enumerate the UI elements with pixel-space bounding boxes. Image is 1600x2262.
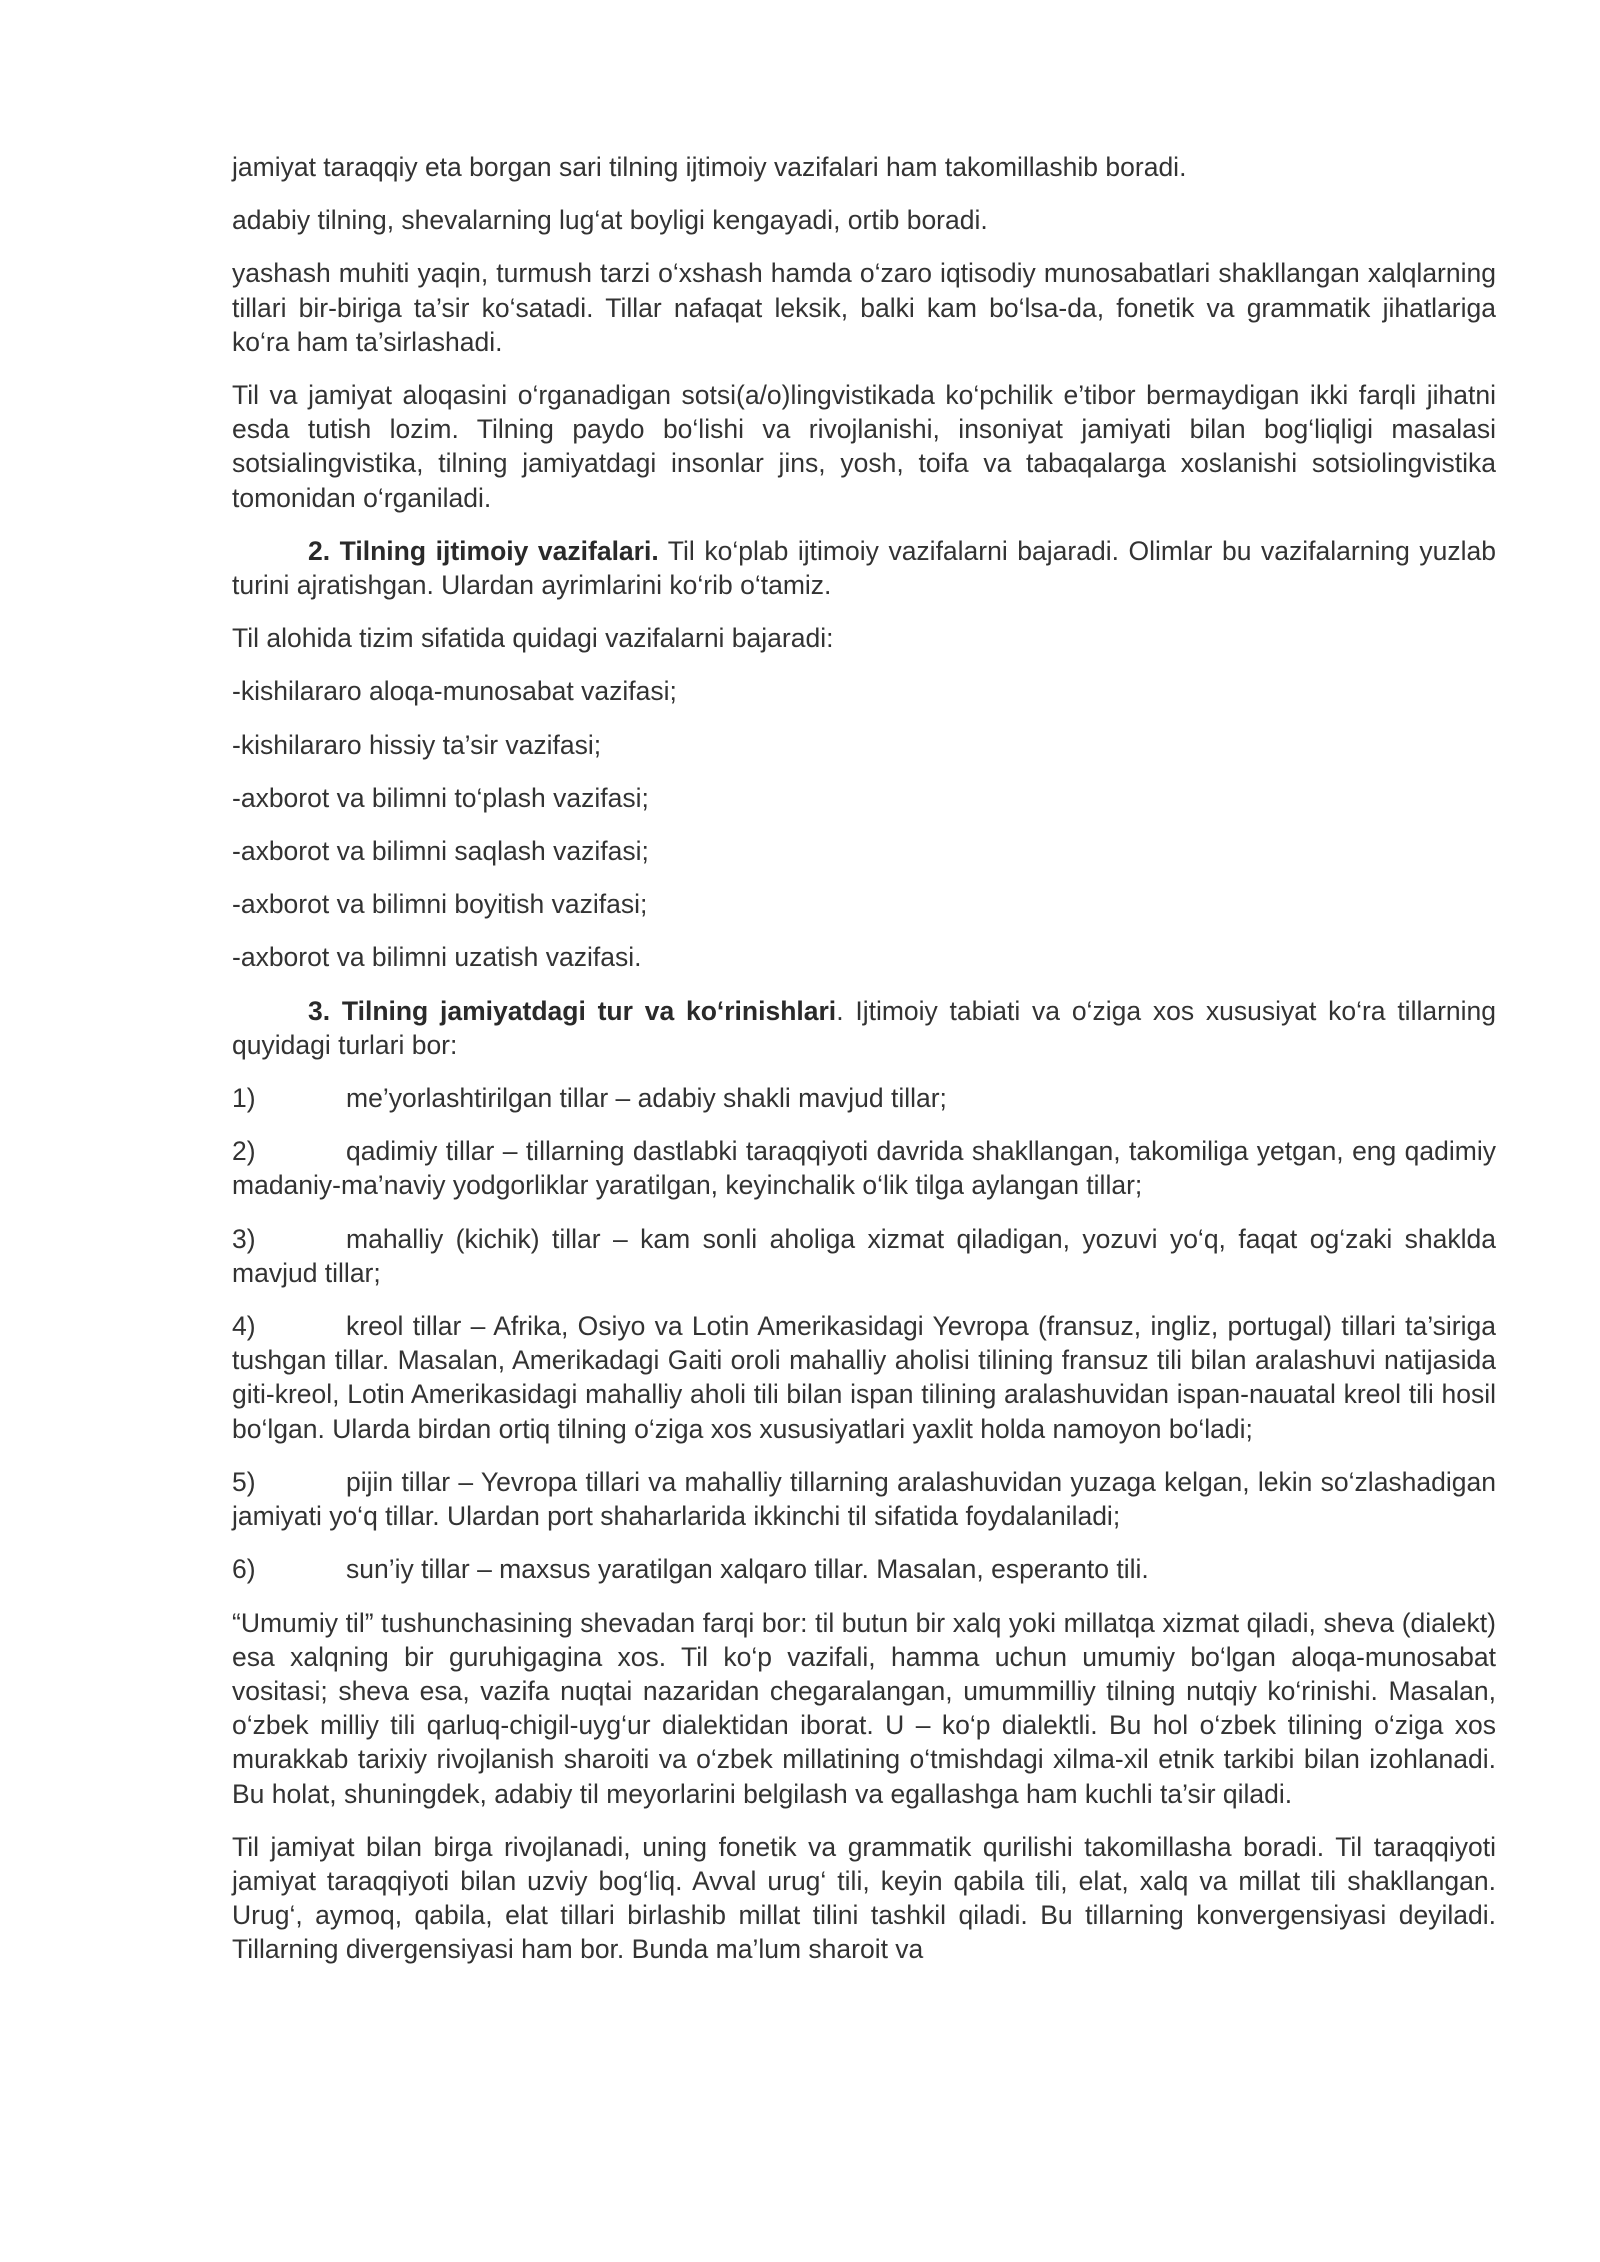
function-item: -axborot va bilimni to‘plash vazifasi; xyxy=(232,782,649,813)
paragraph: yashash muhiti yaqin, turmush tarzi o‘xshash hamda o‘zaro iqtisodiy munosabatlari shakllangan xalqlarning tillari bir-biriga ta’sir ko‘satadi. Tillar nafaqat leksik, balki kam bo‘lsa-da, fonetik va grammatik jihatlariga ko‘ra ham ta’sirlashadi. xyxy=(232,258,1496,357)
type-item: 6) sun’iy tillar – maxsus yaratilgan xalqaro tillar. Masalan, esperanto tili. xyxy=(232,1552,1496,1586)
paragraph: “Umumiy til” tushunchasining shevadan farqi bor: til butun bir xalq yoki millatqa xizmat qiladi, sheva (dialekt) esa xalqning bir guruhigagina xos. Til ko‘p vazifali, hamma uchun umumiy bo‘lgan aloqa-munosabat vositasi; sheva esa, vazifa nuqtai nazaridan chegaralangan, umummilliy tilning nutqiy ko‘rinishi. Masalan, o‘zbek milliy tili qarluq-chigil-uyg‘ur dialektidan iborat. U – ko‘p dialektli. Bu hol o‘zbek tilining o‘ziga xos murakkab tarixiy rivojlanish sharoiti va o‘zbek millatining o‘tmishdagi xilma-xil etnik tarkibi bilan izohlanadi. Bu holat, shuningdek, adabiy til meyorlarini belgilash va egallashga ham kuchli ta’sir qiladi. xyxy=(232,1607,1496,1809)
section-2-paragraph xyxy=(232,534,1496,602)
function-item: -axborot va bilimni boyitish vazifasi; xyxy=(232,889,648,920)
section-2-text: Til ko‘plab ijtimoiy vazifalarni bajaradi. Olimlar bu vazifalarning yuzlab turini ajratishgan. Ulardan ayrimlarini ko‘rib o‘tamiz. xyxy=(232,535,1496,601)
section-3-heading: 3. Tilning jamiyatdagi tur va ko‘rinishlari xyxy=(308,995,837,1026)
type-item: 2) qadimiy tillar – tillarning dastlabki taraqqiyoti davrida shakllangan, takomiliga yetgan, eng qadimiy madaniy-ma’naviy yodgorliklar yaratilgan, keyinchalik o‘lik tilga aylangan tillar; xyxy=(232,1134,1496,1202)
type-text: mahalliy (kichik) tillar – kam sonli aholiga xizmat qiladigan, yozuvi yo‘q, faqat og‘zaki shaklda mavjud tillar; xyxy=(232,1223,1496,1288)
type-item: 4) kreol tillar – Afrika, Osiyo va Lotin Amerikasidagi Yevropa (fransuz, ingliz, portugal) tillari ta’siriga tushgan tillar. Masalan, Amerikadagi Gaiti oroli mahalliy aholisi tilining fransuz tili bilan aralashuvi natijasida giti-kreol, Lotin Amerikasidagi mahalliy aholi tili bilan ispan tilining aralashuvidan ispan-nauatal kreol tili hosil bo‘lgan. Ularda birdan ortiq tilning o‘ziga xos xususiyatlari yaxlit holda namoyon bo‘ladi; xyxy=(232,1309,1496,1446)
functions-intro: Til alohida tizim sifatida quidagi vazifalarni bajaradi: xyxy=(232,623,834,654)
paragraph: Til va jamiyat aloqasini o‘rganadigan sotsi(a/o)lingvistikada ko‘pchilik e’tibor bermaydigan ikki farqli jihatni esda tutish lozim. Tilning paydo bo‘lishi va rivojlanishi, insoniyat jamiyati bilan bog‘liqligi masalasi sotsialingvistika, tilning jamiyatdagi insonlar jins, yosh, toifa va tabaqalarga xoslanishi sotsiolingvistika tomonidan o‘rganiladi. xyxy=(232,380,1496,513)
function-item: -axborot va bilimni saqlash vazifasi; xyxy=(232,836,649,867)
type-item: 3) mahalliy (kichik) tillar – kam sonli aholiga xizmat qiladigan, yozuvi yo‘q, faqat og‘zaki shaklda mavjud tillar; xyxy=(232,1222,1496,1290)
section-3-paragraph xyxy=(232,994,1496,1062)
paragraph: jamiyat taraqqiy eta borgan sari tilning ijtimoiy vazifalari ham takomillashib boradi. xyxy=(232,152,1187,182)
paragraph: Til jamiyat bilan birga rivojlanadi, uning fonetik va grammatik qurilishi takomillasha boradi. Til taraqqiyoti jamiyat taraqqiyoti bilan uzviy bog‘liq. Avval urug‘ tili, keyin qabila tili, elat, xalq va millat tili shakllangan. Urug‘, aymoq, qabila, elat tillari birlashib millat tilini tashkil qiladi. Bu tillarning konvergensiyasi deyiladi. Tillarning divergensiyasi ham bor. Bunda ma’lum sharoit va xyxy=(232,1831,1496,1965)
type-text: kreol tillar – Afrika, Osiyo va Lotin Amerikasidagi Yevropa (fransuz, ingliz, portugal) tillari ta’siriga tushgan tillar. Masalan, Amerikadagi Gaiti oroli mahalliy aholisi tilining fransuz tili bilan aralashuvi natijasida giti-kreol, Lotin Amerikasidagi mahalliy aholi tili bilan ispan tilining aralashuvidan ispan-nauatal kreol tili hosil bo‘lgan. Ularda birdan ortiq tilning o‘ziga xos xususiyatlari yaxlit holda namoyon bo‘ladi; xyxy=(232,1311,1496,1444)
section-3-text: . Ijtimoiy tabiati va o‘ziga xos xususiyat ko‘ra tillarning quyidagi turlari bor: xyxy=(232,995,1497,1060)
type-text: sun’iy tillar – maxsus yaratilgan xalqaro tillar. Masalan, esperanto tili. xyxy=(346,1554,1149,1585)
type-item: 5) pijin tillar – Yevropa tillari va mahalliy tillarning aralashuvidan yuzaga kelgan, lekin so‘zlashadigan jamiyati yo‘q tillar. Ulardan port shaharlarida ikkinchi til sifatida foydalaniladi; xyxy=(232,1465,1496,1533)
type-text: me’yorlashtirilgan tillar – adabiy shakli mavjud tillar; xyxy=(346,1083,947,1114)
function-item: -kishilararo hissiy ta’sir vazifasi; xyxy=(232,729,602,760)
paragraph: adabiy tilning, shevalarning lug‘at boyligi kengayadi, ortib boradi. xyxy=(232,205,988,236)
function-item: -axborot va bilimni uzatish vazifasi. xyxy=(232,942,642,973)
document-page xyxy=(232,150,1496,1986)
section-2-heading: 2. Tilning ijtimoiy vazifalari. xyxy=(308,535,659,566)
type-text: pijin tillar – Yevropa tillari va mahalliy tillarning aralashuvidan yuzaga kelgan, lekin so‘zlashadigan jamiyati yo‘q tillar. Ulardan port shaharlarida ikkinchi til sifatida foydalaniladi; xyxy=(232,1466,1496,1532)
function-item: -kishilararo aloqa-munosabat vazifasi; xyxy=(232,676,677,707)
type-item: 1) me’yorlashtirilgan tillar – adabiy shakli mavjud tillar; xyxy=(232,1081,1496,1115)
type-text: qadimiy tillar – tillarning dastlabki taraqqiyoti davrida shakllangan, takomiliga yetgan, eng qadimiy madaniy-ma’naviy yodgorliklar yaratilgan, keyinchalik o‘lik tilga aylangan tillar; xyxy=(232,1136,1496,1201)
